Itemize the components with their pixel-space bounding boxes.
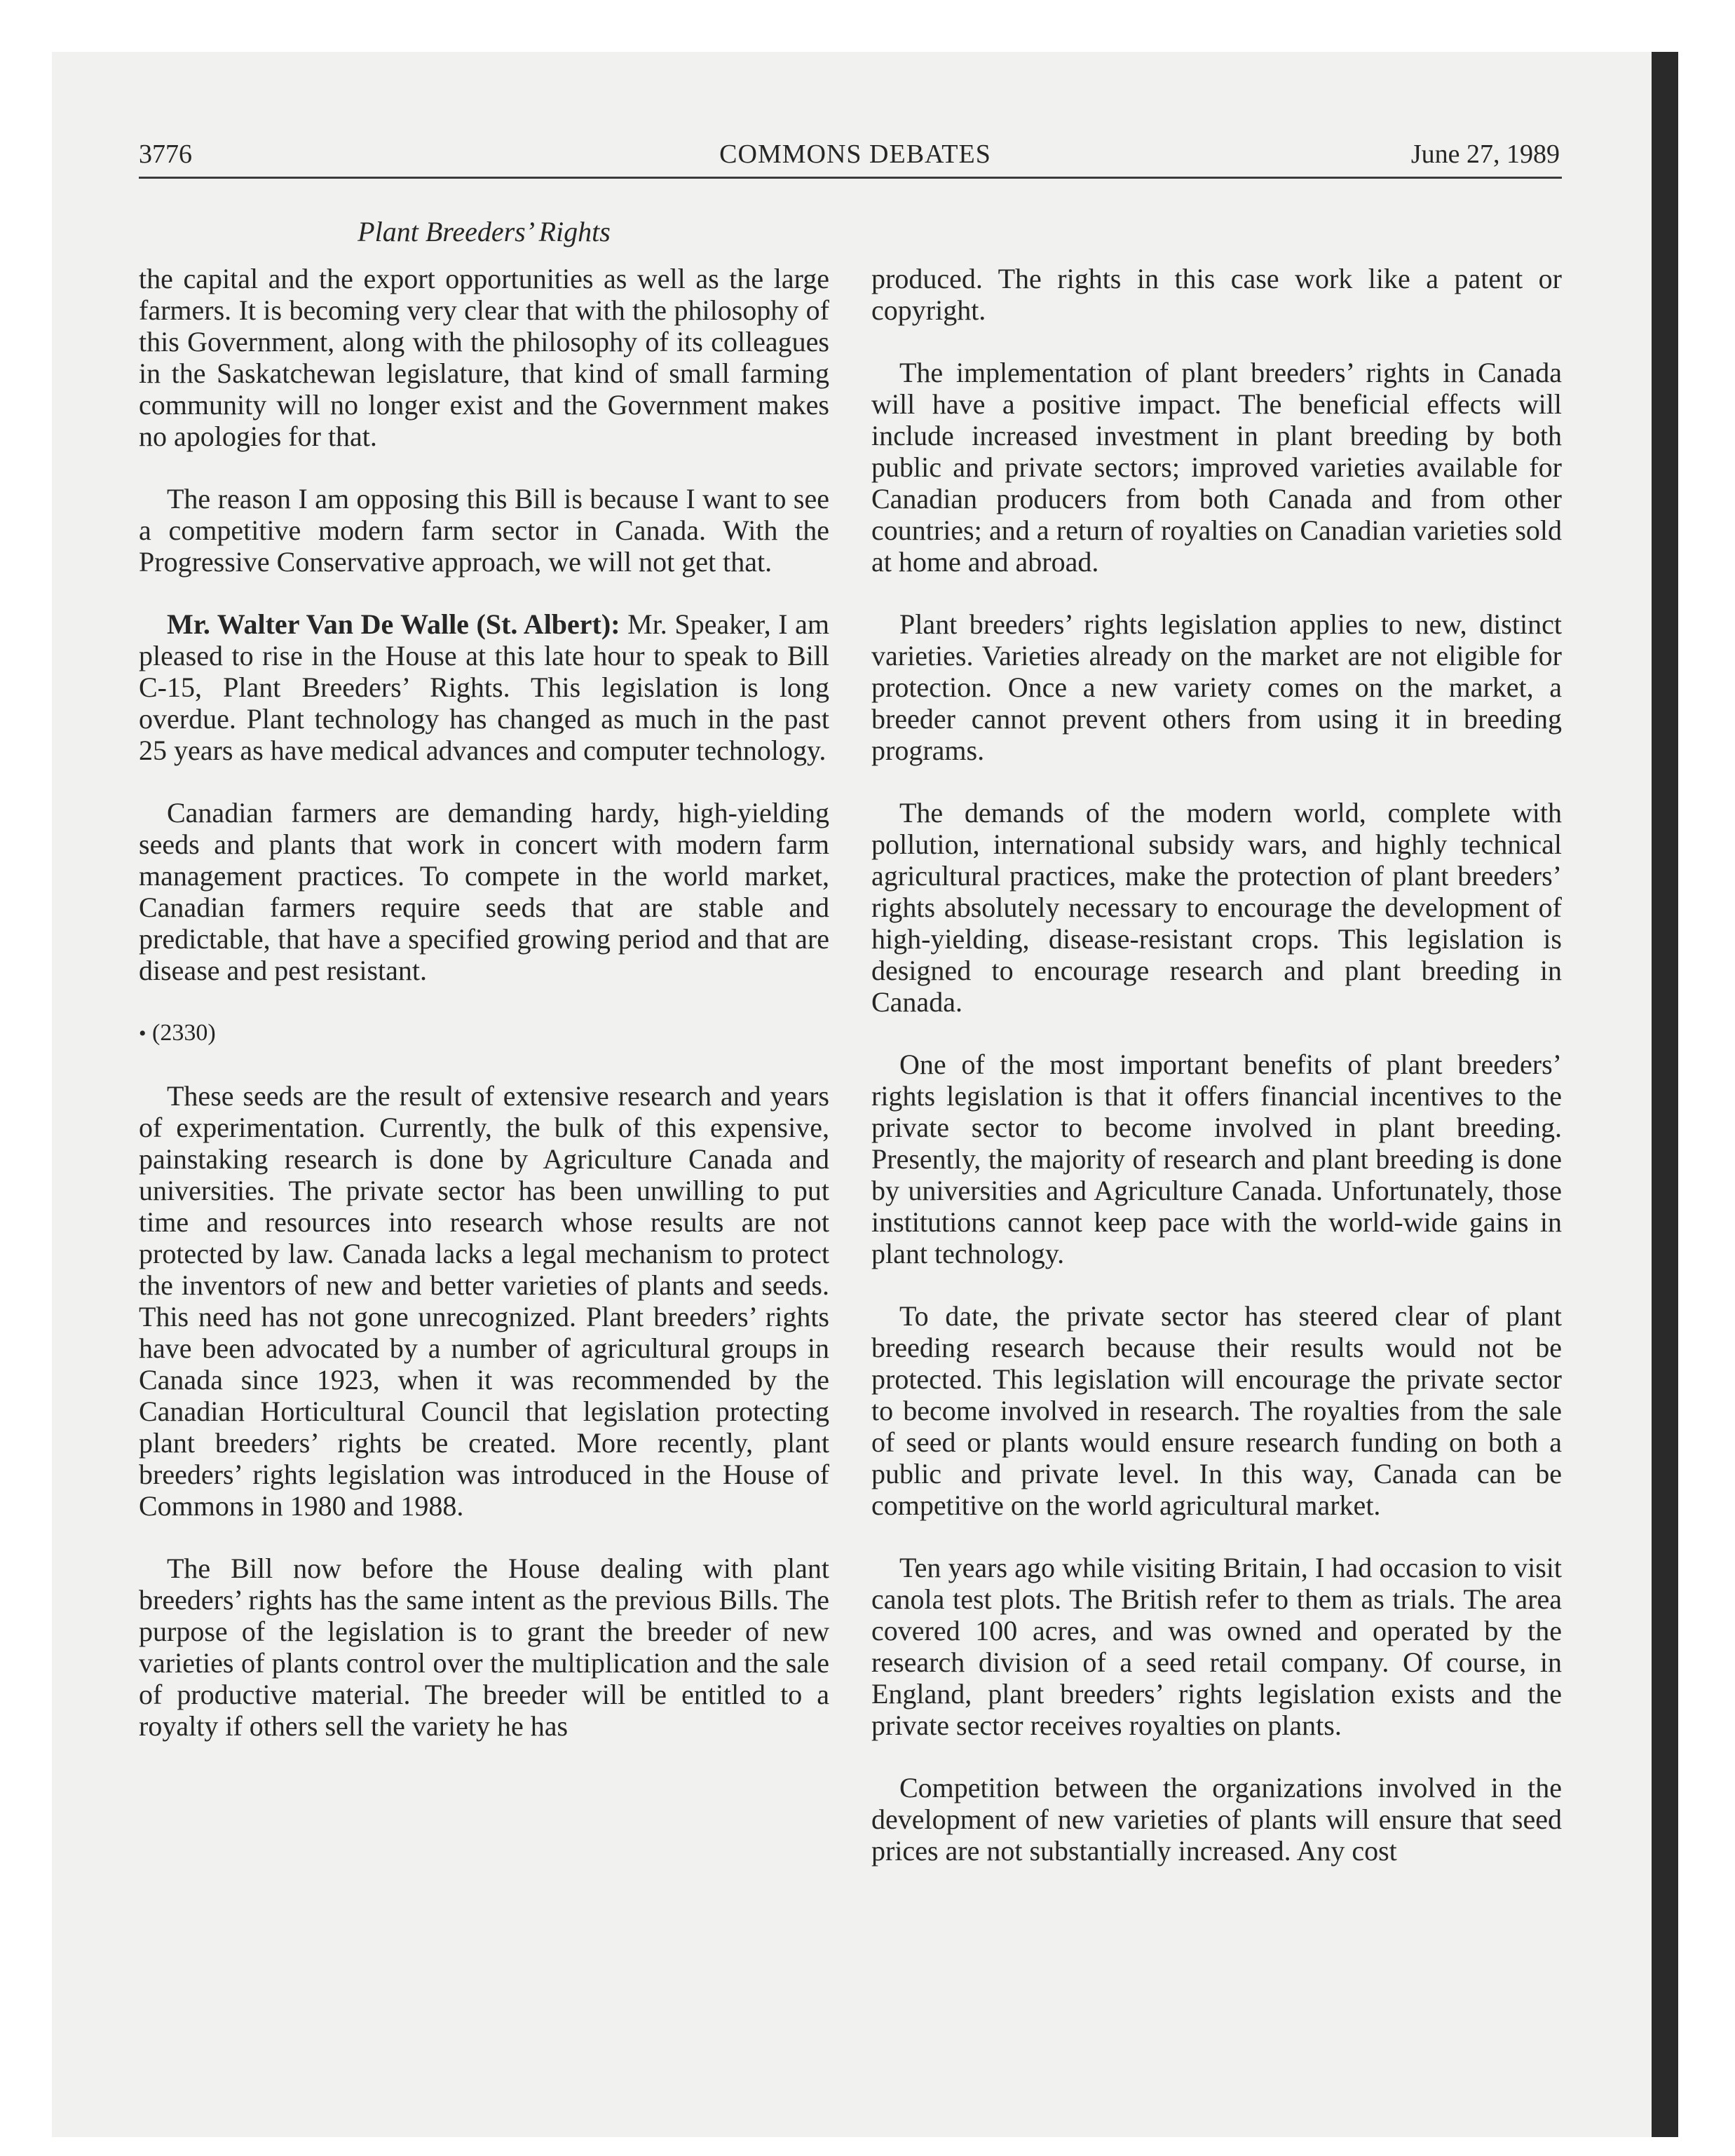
paragraph: Plant breeders’ rights legislation applies to new, distinct varieties. Varieties already on the market are not eligible for protection. Once a new variety comes on the market, a breeder cannot prevent others from using it in breeding programs. (871, 608, 1562, 766)
left-column (139, 263, 829, 1773)
scan-edge-bar (1652, 52, 1678, 2137)
paragraph: The reason I am opposing this Bill is because I want to see a competitive modern farm sector in Canada. With the Progressive Conservative approach, we will not get that. (139, 483, 829, 578)
paragraph: the capital and the export opportunities as well as the large farmers. It is becoming very clear that with the philosophy of this Government, along with the philosophy of its colleagues in the Saskatchewan legislature, that kind of small farming community will no longer exist and the Government makes no apologies for that. (139, 263, 829, 452)
paragraph: produced. The rights in this case work like a patent or copyright. (871, 263, 1562, 326)
paragraph: The demands of the modern world, complete with pollution, international subsidy wars, and highly technical agricultural practices, make the protection of plant breeders’ rights absolutely necessary to encourage the development of high-yielding, disease-resistant crops. This legislation is designed to encourage research and plant breeding in Canada. (871, 797, 1562, 1018)
paragraph: One of the most important benefits of plant breeders’ rights legislation is that it offers financial incentives to the private sector to become involved in plant breeding. Presently, the majority of research and plant breeding is done by universities and Agriculture Canada. Unfortunately, those institutions cannot keep pace with the world-wide gains in plant technology. (871, 1049, 1562, 1269)
paragraph: To date, the private sector has steered clear of plant breeding research because their results would not be protected. This legislation will encourage the private sector to become involved in research. The royalties from the sale of seed or plants would ensure research funding on both a public and private level. In this way, Canada can be competitive on the world agricultural market. (871, 1300, 1562, 1521)
time-marker-text: (2330) (152, 1020, 216, 1046)
paragraph: These seeds are the result of extensive research and years of experimentation. Currently, the bulk of this expensive, painstaking research is done by Agriculture Canada and universities. The private sector has been unwilling to put time and resources into research whose results are not protected by law. Canada lacks a legal mechanism to protect the inventors of new and better varieties of plants and seeds. This need has not gone unrecognized. Plant breeders’ rights have been advocated by a number of agricultural groups in Canada since 1923, when it was recommended by the Canadian Horticultural Council that legislation protecting plant breeders’ rights be created. More recently, plant breeders’ rights legislation was introduced in the House of Commons in 1980 and 1988. (139, 1080, 829, 1522)
page-date: June 27, 1989 (1410, 139, 1560, 169)
time-marker (139, 1017, 829, 1049)
paragraph: Ten years ago while visiting Britain, I had occasion to visit canola test plots. The British refer to them as trials. The area covered 100 acres, and was owned and operated by the research division of a seed retail company. Of course, in England, plant breeders’ rights legislation exists and the private sector receives royalties on plants. (871, 1552, 1562, 1741)
speaker-name: Mr. Walter Van De Walle (St. Albert): (167, 608, 620, 640)
right-column (871, 263, 1562, 1897)
paragraph: Canadian farmers are demanding hardy, high-yielding seeds and plants that work in concert with modern farm management practices. To compete in the world market, Canadian farmers require seeds that are stable and predictable, that have a specified growing period and that are disease and pest resistant. (139, 797, 829, 986)
header-rule (139, 177, 1562, 179)
paragraph: Competition between the organizations involved in the development of new varieties of plants will ensure that seed prices are not substantially increased. Any cost (871, 1772, 1562, 1867)
bullet-icon: • (139, 1022, 147, 1045)
page-number: 3776 (139, 139, 192, 169)
paragraph: The Bill now before the House dealing with plant breeders’ rights has the same intent as the previous Bills. The purpose of the legislation is to grant the breeder of new varieties of plants control over the multiplication and the sale of productive material. The breeder will be entitled to a royalty if others sell the variety he has (139, 1553, 829, 1742)
running-title: COMMONS DEBATES (719, 139, 991, 169)
paragraph: The implementation of plant breeders’ rights in Canada will have a positive impact. The beneficial effects will include increased investment in plant breeding by both public and private sectors; improved varieties available for Canadian producers from both Canada and from other countries; and a return of royalties on Canadian varieties sold at home and abroad. (871, 357, 1562, 578)
section-title: Plant Breeders’ Rights (358, 216, 611, 247)
speaker-paragraph (139, 608, 829, 766)
speech-text: Mr. Speaker, I am pleased to rise in the House at this late hour to speak to Bill C-15, Plant Breeders’ Rights. This legislation is long overdue. Plant technology has changed as much in the past 25 years as have medical advances and computer technology. (139, 608, 830, 766)
